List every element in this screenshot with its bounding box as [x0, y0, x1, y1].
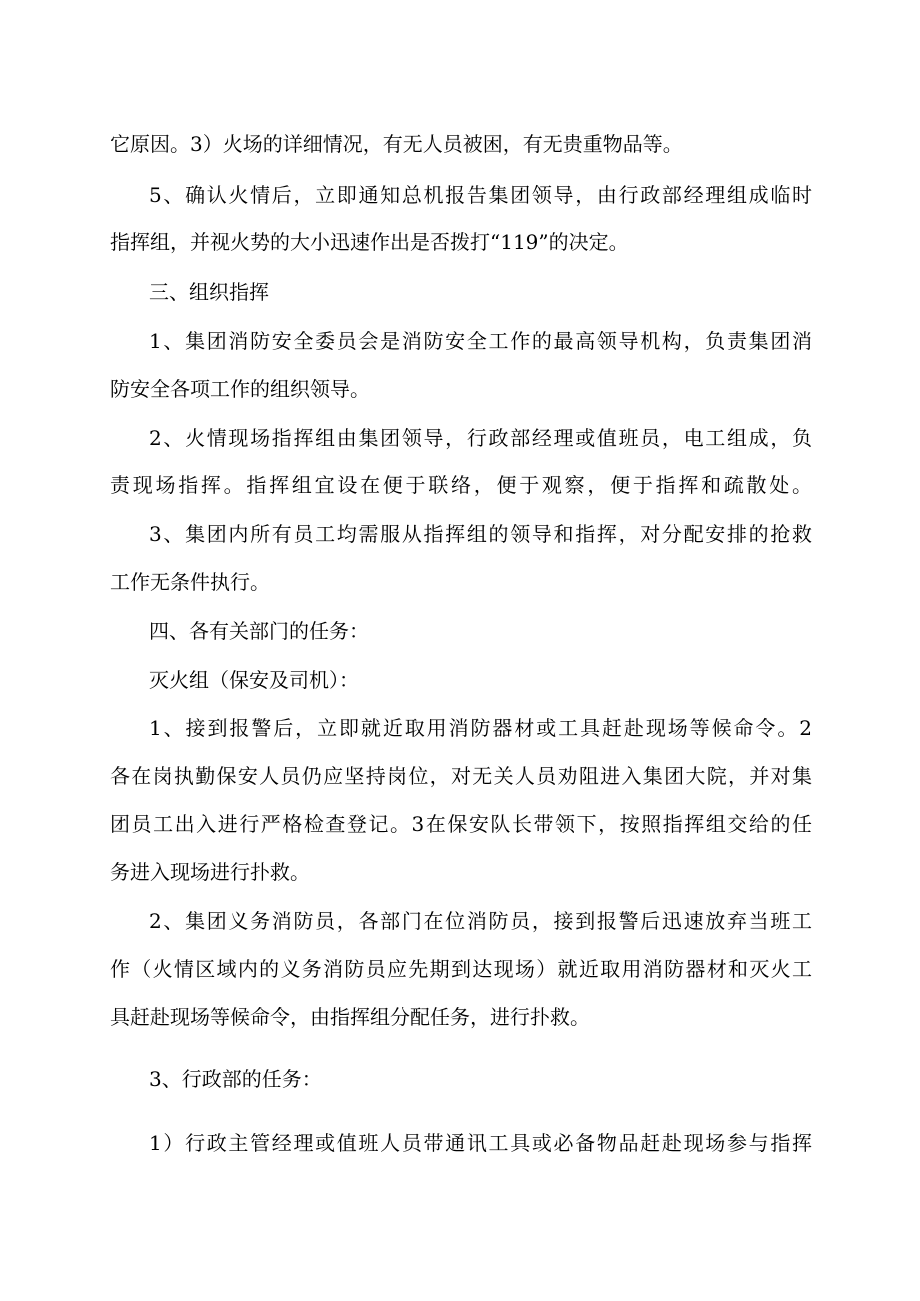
text-line-20: 3、行政部的任务： [149, 1067, 322, 1091]
subheading-fire-team: 灭火组（保安及司机）： [149, 668, 359, 692]
text-line-16: 务进入现场进行扑救。 [110, 860, 310, 884]
text-line-15: 团员工出入进行严格检查登记。3在保安队长带领下，按照指挥组交给的任 [110, 812, 812, 836]
text-line-13: 1、接到报警后，立即就近取用消防器材或工具赶赴现场等候命令。2 [149, 716, 812, 740]
text-line-9: 3、集团内所有员工均需服从指挥组的领导和指挥，对分配安排的抢救 [149, 522, 812, 546]
text-line-21: 1）行政主管经理或值班人员带通讯工具或必备物品赶赴现场参与指挥 [149, 1131, 812, 1155]
text-line-2: 5、确认火情后，立即通知总机报告集团领导，由行政部经理组成临时 [149, 183, 812, 207]
text-line-10: 工作无条件执行。 [110, 570, 270, 594]
text-line-19: 具赶赴现场等候命令，由指挥组分配任务，进行扑救。 [110, 1005, 590, 1029]
text-line-8: 责现场指挥。指挥组宜设在便于联络，便于观察，便于指挥和疏散处。 [110, 473, 812, 497]
text-line-18: 作（火情区域内的义务消防员应先期到达现场）就近取用消防器材和灭火工 [110, 957, 812, 981]
text-line-5: 1、集团消防安全委员会是消防安全工作的最高领导机构，负责集团消 [149, 329, 812, 353]
text-line-6: 防安全各项工作的组织领导。 [110, 377, 370, 401]
text-line-14: 各在岗执勤保安人员仍应坚持岗位，对无关人员劝阻进入集团大院，并对集 [110, 764, 812, 788]
text-line-3: 指挥组，并视火势的大小迅速作出是否拨打“119”的决定。 [110, 230, 629, 254]
text-line-1: 它原因。3）火场的详细情况，有无人员被困，有无贵重物品等。 [110, 132, 683, 156]
section-heading-3: 三、组织指挥 [149, 280, 269, 304]
section-heading-4: 四、各有关部门的任务： [149, 619, 369, 643]
text-line-17: 2、集团义务消防员，各部门在位消防员，接到报警后迅速放弃当班工 [149, 909, 812, 933]
text-line-7: 2、火情现场指挥组由集团领导，行政部经理或值班员，电工组成，负 [149, 426, 812, 450]
